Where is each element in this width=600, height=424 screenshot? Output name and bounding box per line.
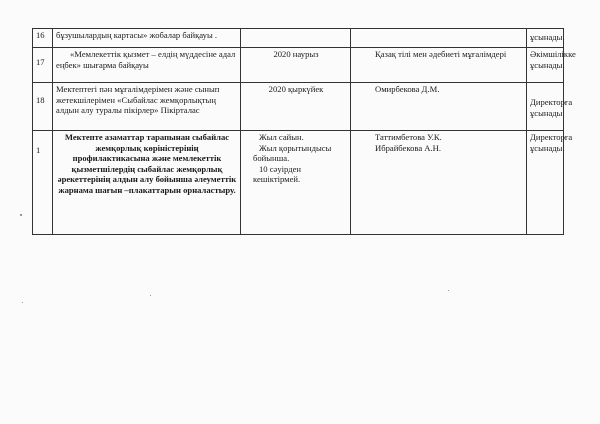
scan-speck [448,290,449,291]
note-cell: Әкімшілікке ұсынады. [527,48,564,83]
date-line: Жыл қорытындысы бойынша. [253,142,332,163]
table-row [33,83,564,131]
responsible-line: Ибрайбекова А.Н. [375,142,442,153]
scan-speck [22,302,23,303]
event-cell: бұзушылардың картасы» жобалар байқауы . [53,29,241,48]
date-cell: 2020 қыркүйек [241,83,351,131]
date-cell: 2020 наурыз [241,48,351,83]
event-cell: Мектептегі пән мұғалімдерімен және сынып жетекшілерімен «Сыбайлас жемқорлықтың алдын алу туралы пікірлер» Пікірталас [53,83,241,131]
scan-speck [20,214,22,216]
event-cell: Мектепте азаматтар тарапынан сыбайлас жемқорлық көріністерінің профилактикасына және мемлекеттік қызметшілердің сыбайлас жемқорлық әрекеттерінің алдын алу бойынша әлеуметтік жарнама шағын –плакаттарын орналастыру. [53,131,241,235]
note-cell: Директорға ұсынады. [527,131,564,235]
note-cell: ұсынады. [527,29,564,48]
row-number: 1 [33,131,53,235]
responsible-cell: Қазақ тілі мен әдебиеті мұғалімдері [351,48,527,83]
row-number: 17 [33,48,53,83]
table-row [33,131,564,235]
scan-speck [150,295,151,296]
table-row [33,29,564,48]
responsible-cell [351,131,527,235]
row-number: 18 [33,83,53,131]
date-cell [241,29,351,48]
event-cell: «Мемлекеттік қызмет – елдің мүддесіне адал еңбек» шығарма байқауы [53,48,241,83]
responsible-line: Таттимбетова У.К. [375,132,442,142]
row-number: 16 [33,29,53,48]
events-table [32,28,576,235]
note-cell: Директорға ұсынады [527,83,564,131]
date-line: Жыл сайын. [259,132,304,142]
date-line: 10 сәуірден кешіктірмей. [253,163,302,184]
responsible-cell: Омирбекова Д.М. [351,83,527,131]
responsible-cell [351,29,527,48]
date-cell [241,131,351,235]
table-row [33,48,564,83]
